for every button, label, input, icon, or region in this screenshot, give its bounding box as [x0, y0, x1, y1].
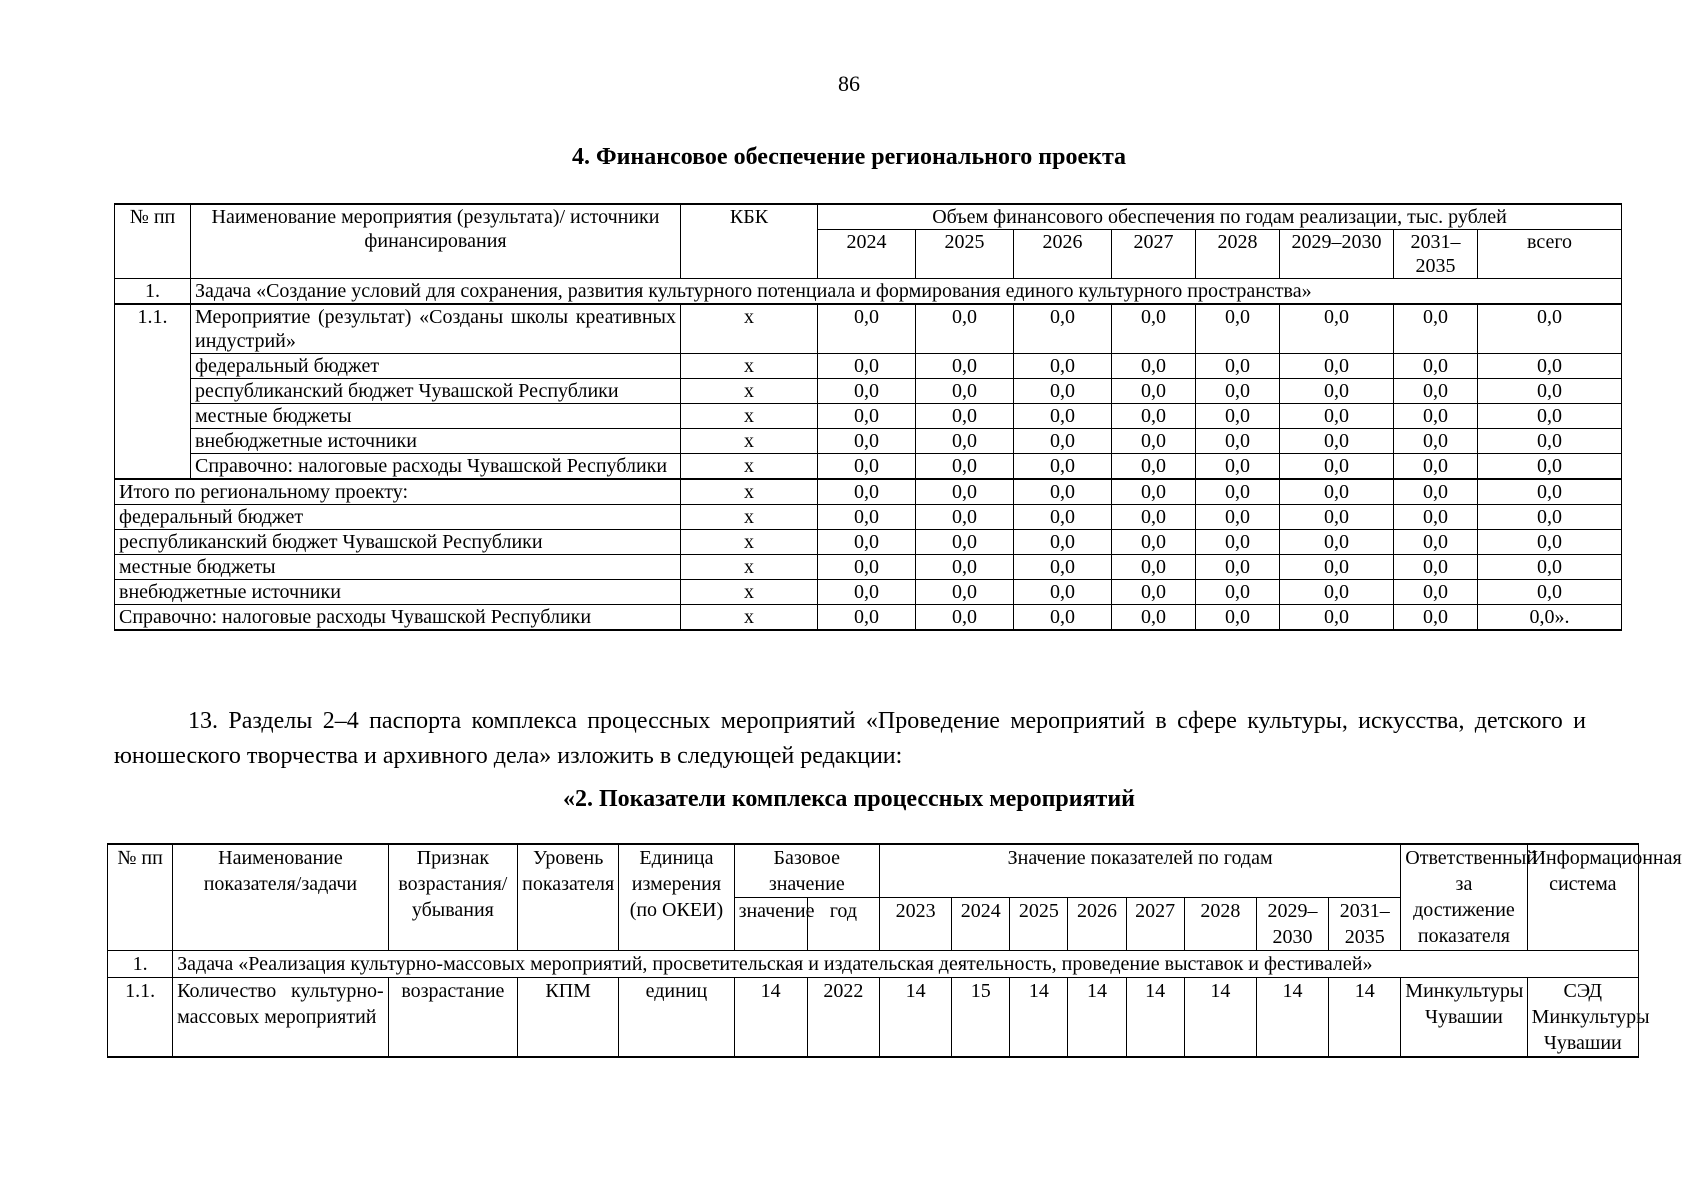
total-value: 0,0	[1280, 530, 1394, 555]
total-value: 0,0	[1014, 479, 1112, 505]
row-value: 0,0	[1196, 429, 1280, 454]
fin-event-row	[115, 379, 1622, 404]
fin-total-row	[115, 580, 1622, 605]
fin-total-row	[115, 555, 1622, 580]
header-year: 2029–2030	[1280, 230, 1394, 279]
header-year: всего	[1478, 230, 1622, 279]
page-number: 86	[838, 71, 860, 96]
fin-event-row	[115, 454, 1622, 480]
ind-task-num: 1.	[108, 951, 173, 978]
ind-row-base-year: 2022	[807, 978, 879, 1058]
row-value: 0,0	[916, 429, 1014, 454]
fin-header-row-1	[115, 204, 1622, 230]
row-value: 0,0	[1394, 454, 1478, 480]
row-value: 0,0	[916, 404, 1014, 429]
row-value: 0,0	[818, 304, 916, 354]
row-kbk: х	[681, 454, 818, 480]
fin-total-row	[115, 505, 1622, 530]
row-value: 0,0	[916, 454, 1014, 480]
row-value: 0,0	[1394, 379, 1478, 404]
row-value: 0,0	[818, 454, 916, 480]
fin-event-row	[115, 429, 1622, 454]
total-value: 0,0	[1478, 479, 1622, 505]
row-value: 0,0	[1280, 454, 1394, 480]
row-name: внебюджетные источники	[191, 429, 681, 454]
fin-event-row	[115, 404, 1622, 429]
ind-row-value: 15	[952, 978, 1010, 1058]
total-value: 0,0	[1196, 580, 1280, 605]
ind-header-values-by-year: Значение показателей по годам	[879, 844, 1400, 898]
ind-header-base-year: год	[807, 898, 879, 951]
total-name: внебюджетные источники	[115, 580, 681, 605]
ind-header-info-system: Информационная система	[1527, 844, 1638, 951]
ind-header-num: № пп	[108, 844, 173, 951]
ind-header-year: 2026	[1068, 898, 1126, 951]
total-value: 0,0	[1394, 505, 1478, 530]
indicators-table	[107, 843, 1682, 1058]
total-value: 0,0	[1014, 580, 1112, 605]
total-name: Итого по региональному проекту:	[115, 479, 681, 505]
row-name: республиканский бюджет Чувашской Республики	[191, 379, 681, 404]
row-value: 0,0	[1280, 354, 1394, 379]
total-value: 0,0	[818, 479, 916, 505]
row-value: 0,0	[1196, 379, 1280, 404]
ind-header-year: 2029–2030	[1256, 898, 1328, 951]
total-value: 0,0	[916, 505, 1014, 530]
row-value: 0,0	[1280, 379, 1394, 404]
total-value: 0,0	[818, 605, 916, 631]
ind-row-unit: единиц	[619, 978, 734, 1058]
ind-data-row	[108, 978, 1639, 1058]
fin-event-row	[115, 354, 1622, 379]
row-value: 0,0	[1196, 304, 1280, 354]
row-kbk: х	[681, 379, 818, 404]
event-num: 1.1.	[115, 304, 191, 479]
row-value: 0,0	[1014, 354, 1112, 379]
ind-header-unit: Единица измерения (по ОКЕИ)	[619, 844, 734, 951]
total-value: 0,0	[1196, 530, 1280, 555]
row-value: 0,0	[1196, 454, 1280, 480]
ind-header-level: Уровень показателя	[518, 844, 619, 951]
total-value: 0,0».	[1478, 605, 1622, 631]
fin-total-row	[115, 605, 1622, 631]
header-year: 2026	[1014, 230, 1112, 279]
task-num: 1.	[115, 279, 191, 305]
header-volume: Объем финансового обеспечения по годам реализации, тыс. рублей	[818, 204, 1622, 230]
total-value: 0,0	[1196, 605, 1280, 631]
ind-row-value: 14	[1068, 978, 1126, 1058]
row-value: 0,0	[916, 304, 1014, 354]
row-kbk: х	[681, 354, 818, 379]
total-value: 0,0	[1112, 580, 1196, 605]
total-value: 0,0	[1014, 505, 1112, 530]
header-kbk: КБК	[681, 204, 818, 279]
row-value: 0,0	[1280, 404, 1394, 429]
ind-header-year: 2031–2035	[1329, 898, 1401, 951]
total-value: 0,0	[1014, 530, 1112, 555]
total-value: 0,0	[1014, 555, 1112, 580]
total-value: 0,0	[916, 580, 1014, 605]
row-kbk: х	[681, 404, 818, 429]
total-value: 0,0	[1394, 555, 1478, 580]
row-value: 0,0	[1394, 404, 1478, 429]
total-value: 0,0	[1112, 505, 1196, 530]
header-num: № пп	[115, 204, 191, 279]
ind-row-level: КПМ	[518, 978, 619, 1058]
total-value: 0,0	[1478, 530, 1622, 555]
ind-row-info-system: СЭД Минкультуры Чувашии	[1527, 978, 1638, 1058]
total-value: 0,0	[1112, 605, 1196, 631]
section-4-title: 4. Финансовое обеспечение регионального проекта	[571, 144, 1127, 170]
row-value: 0,0	[916, 379, 1014, 404]
ind-row-value: 14	[1184, 978, 1256, 1058]
row-name: Мероприятие (результат) «Созданы школы креативных индустрий»	[191, 304, 681, 354]
total-value: 0,0	[1280, 555, 1394, 580]
ind-header-year: 2023	[879, 898, 951, 951]
total-value: 0,0	[1280, 479, 1394, 505]
row-name: местные бюджеты	[191, 404, 681, 429]
ind-row-value: 14	[1126, 978, 1184, 1058]
row-value: 0,0	[1112, 429, 1196, 454]
ind-row-sign: возрастание	[388, 978, 517, 1058]
row-value: 0,0	[1478, 354, 1622, 379]
row-value: 0,0	[1280, 304, 1394, 354]
total-kbk: х	[681, 605, 818, 631]
ind-header-year: 2028	[1184, 898, 1256, 951]
row-value: 0,0	[916, 354, 1014, 379]
row-value: 0,0	[1112, 304, 1196, 354]
row-value: 0,0	[1014, 379, 1112, 404]
total-name: Справочно: налоговые расходы Чувашской Республики	[115, 605, 681, 631]
ind-row-value: 14	[1329, 978, 1401, 1058]
row-value: 0,0	[1196, 404, 1280, 429]
row-value: 0,0	[1014, 429, 1112, 454]
row-kbk: х	[681, 429, 818, 454]
financing-table	[114, 203, 1622, 631]
ind-header-row-1	[108, 844, 1639, 898]
ind-row-base-value: 14	[734, 978, 807, 1058]
header-name: Наименование мероприятия (результата)/ источники финансирования	[191, 204, 681, 279]
fin-task-row	[115, 279, 1622, 305]
row-value: 0,0	[818, 354, 916, 379]
row-value: 0,0	[818, 404, 916, 429]
total-value: 0,0	[1196, 555, 1280, 580]
total-kbk: х	[681, 530, 818, 555]
total-value: 0,0	[1280, 505, 1394, 530]
row-value: 0,0	[818, 429, 916, 454]
total-value: 0,0	[1112, 530, 1196, 555]
ind-header-base-value: значение	[734, 898, 807, 951]
row-value: 0,0	[1478, 429, 1622, 454]
total-kbk: х	[681, 555, 818, 580]
total-kbk: х	[681, 505, 818, 530]
row-value: 0,0	[1112, 454, 1196, 480]
ind-header-year: 2024	[952, 898, 1010, 951]
row-value: 0,0	[1112, 379, 1196, 404]
row-value: 0,0	[1014, 404, 1112, 429]
total-value: 0,0	[1394, 605, 1478, 631]
task-text: Задача «Создание условий для сохранения, развития культурного потенциала и формирования единого культурного пространства»	[191, 279, 1622, 305]
row-kbk: х	[681, 304, 818, 354]
total-name: федеральный бюджет	[115, 505, 681, 530]
row-value: 0,0	[1478, 379, 1622, 404]
total-value: 0,0	[1394, 530, 1478, 555]
ind-header-responsible: Ответственный за достижение показателя	[1401, 844, 1527, 951]
header-year: 2024	[818, 230, 916, 279]
row-value: 0,0	[1478, 404, 1622, 429]
total-value: 0,0	[1196, 505, 1280, 530]
ind-row-name: Количество культурно-массовых мероприятий	[173, 978, 389, 1058]
row-value: 0,0	[818, 379, 916, 404]
ind-row-value: 14	[879, 978, 951, 1058]
ind-row-responsible: Минкультуры Чувашии	[1401, 978, 1527, 1058]
total-kbk: х	[681, 580, 818, 605]
total-value: 0,0	[1014, 605, 1112, 631]
total-name: местные бюджеты	[115, 555, 681, 580]
row-value: 0,0	[1478, 304, 1622, 354]
header-year: 2025	[916, 230, 1014, 279]
ind-header-year: 2025	[1010, 898, 1068, 951]
ind-task-text: Задача «Реализация культурно-массовых мероприятий, просветительская и издательская деятельность, проведение выставок и фестивалей»	[173, 951, 1639, 978]
row-value: 0,0	[1014, 304, 1112, 354]
fin-total-row	[115, 479, 1622, 505]
total-name: республиканский бюджет Чувашской Республики	[115, 530, 681, 555]
row-name: федеральный бюджет	[191, 354, 681, 379]
ind-header-year: 2027	[1126, 898, 1184, 951]
total-value: 0,0	[1478, 505, 1622, 530]
row-value: 0,0	[1014, 454, 1112, 480]
row-value: 0,0	[1478, 454, 1622, 480]
header-year: 2027	[1112, 230, 1196, 279]
ind-header-sign: Признак возрастания/убывания	[388, 844, 517, 951]
total-value: 0,0	[1112, 555, 1196, 580]
header-year: 2031–2035	[1394, 230, 1478, 279]
total-value: 0,0	[1112, 479, 1196, 505]
ind-header-base: Базовое значение	[734, 844, 879, 898]
total-value: 0,0	[916, 555, 1014, 580]
ind-row-value: 14	[1010, 978, 1068, 1058]
row-value: 0,0	[1196, 354, 1280, 379]
total-value: 0,0	[1280, 605, 1394, 631]
total-value: 0,0	[1478, 580, 1622, 605]
total-kbk: х	[681, 479, 818, 505]
header-year: 2028	[1196, 230, 1280, 279]
total-value: 0,0	[916, 605, 1014, 631]
total-value: 0,0	[818, 530, 916, 555]
row-value: 0,0	[1394, 429, 1478, 454]
total-value: 0,0	[1394, 580, 1478, 605]
row-name: Справочно: налоговые расходы Чувашской Республики	[191, 454, 681, 480]
fin-event-row	[115, 304, 1622, 354]
ind-task-row	[108, 951, 1639, 978]
row-value: 0,0	[1280, 429, 1394, 454]
section-2-title: «2. Показатели комплекса процессных мероприятий	[562, 786, 1135, 812]
total-value: 0,0	[1280, 580, 1394, 605]
total-value: 0,0	[818, 580, 916, 605]
total-value: 0,0	[916, 530, 1014, 555]
total-value: 0,0	[1394, 479, 1478, 505]
total-value: 0,0	[1478, 555, 1622, 580]
total-value: 0,0	[818, 555, 916, 580]
total-value: 0,0	[916, 479, 1014, 505]
row-value: 0,0	[1112, 354, 1196, 379]
row-value: 0,0	[1112, 404, 1196, 429]
ind-row-num: 1.1.	[108, 978, 173, 1058]
ind-header-name: Наименование показателя/задачи	[173, 844, 389, 951]
total-value: 0,0	[818, 505, 916, 530]
total-value: 0,0	[1196, 479, 1280, 505]
ind-row-value: 14	[1256, 978, 1328, 1058]
paragraph-13: 13. Разделы 2–4 паспорта комплекса процессных мероприятий «Проведение мероприятий в сфере культуры, искусства, детского и юношеского творчества и архивного дела» изложить в следующей редакции:	[114, 708, 1586, 769]
row-value: 0,0	[1394, 304, 1478, 354]
fin-total-row	[115, 530, 1622, 555]
row-value: 0,0	[1394, 354, 1478, 379]
